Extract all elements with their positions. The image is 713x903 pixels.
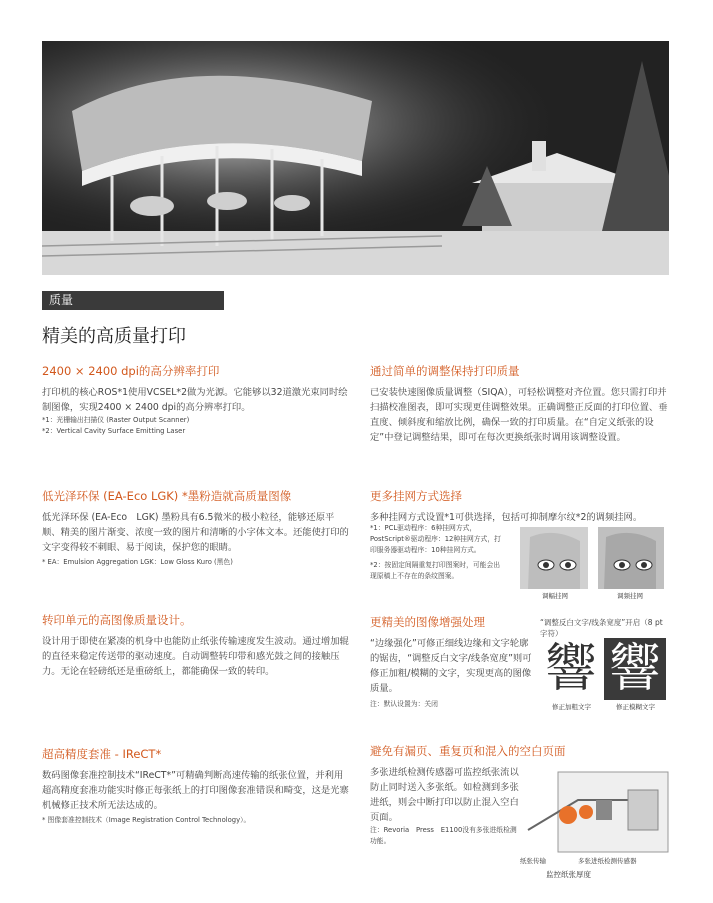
resolution-title: 2400 × 2400 dpi的高分辨率打印	[42, 364, 220, 378]
face-sample-icon	[520, 527, 588, 589]
siqa-body: 已安装快速图像质量调整（SIQA），可轻松调整对齐位置。您只需打印并扫描校准图表，即可实现更佳调整效果。正确调整正反面的打印位置、垂直度、倾斜度和缩放比例，确保一致的打印质量。在“自定义纸张的设定”中登记调整结果，即可在每次更换纸张时调用该调整设置。	[370, 387, 668, 443]
resolution-note-1: *1：光栅输出扫描仪 (Raster Output Scanner)	[42, 416, 190, 424]
edge-sample-label: “调整反白文字/线条宽度”开启（8 pt字符）	[540, 618, 663, 638]
edge-note: 注：默认设置为：关闭	[370, 700, 438, 708]
resolution-section	[42, 363, 350, 437]
screen-note-2: *2：按固定间隔重复打印图案时，可能会出现原稿上不存在的条纹图案。	[370, 561, 501, 580]
blank-title: 避免有漏页、重复页和混入的空白页面	[370, 744, 566, 758]
section-tag: 质量	[42, 291, 224, 310]
siqa-title: 通过简单的调整保持打印质量	[370, 364, 520, 378]
toner-title: 低光泽环保 (EA-Eco LGK) *墨粉造就高质量图像	[42, 489, 292, 503]
screen-title: 更多挂网方式选择	[370, 489, 462, 503]
screen-section	[370, 488, 670, 525]
edge-body: “边缘强化”可修正细线边缘和文字轮廓的锯齿，“调整反白文字/线条宽度”则可修正加粗/模糊的文字，实现更高的图像质量。	[370, 638, 532, 694]
hero-photo	[42, 41, 669, 275]
siqa-section	[370, 363, 670, 445]
reverse-glyph-sample: 響	[604, 638, 666, 700]
blank-body: 多张进纸检测传感器可监控纸张流以防止同时送入多张纸。如检测到多张进纸，则会中断打印以防止混入空白页面。	[370, 767, 519, 823]
feed-diagram	[518, 770, 670, 856]
fm-screen-sample	[598, 527, 664, 589]
fm-screen-caption: 调频挂网	[617, 592, 643, 600]
transfer-section	[42, 612, 350, 679]
edge-section	[370, 614, 532, 710]
edge-caption-1: 修正加粗文字	[552, 703, 591, 711]
irect-title: 超高精度套准 - IReCT*	[42, 747, 162, 761]
feed-caption: 纸张传输	[520, 857, 546, 865]
carousel-photo-illustration	[42, 41, 669, 275]
face-sample-icon	[598, 527, 664, 589]
transfer-body: 设计用于即使在紧凑的机身中也能防止纸张传输速度发生波动。通过增加辊的直径来稳定传送带的驱动速度。自动调整转印带和感光鼓之间的接触压力。无论在轻磅纸还是重磅纸上，都能确保一致的转印。	[42, 636, 349, 677]
thickness-caption: 监控纸张厚度	[546, 870, 591, 879]
resolution-body: 打印机的核心ROS*1使用VCSEL*2做为光源。它能够以32道激光束同时绘制图像，实现2400 × 2400 dpi的高分辨率打印。	[42, 387, 348, 413]
sensor-caption: 多张进纸检测传感器	[578, 857, 637, 865]
transfer-title: 转印单元的高图像质量设计。	[42, 613, 192, 627]
screen-notes	[370, 523, 504, 582]
edge-title: 更精美的图像增强处理	[370, 615, 485, 629]
edge-caption-2: 修正模糊文字	[616, 703, 655, 711]
thick-glyph-sample: 響	[540, 638, 602, 700]
toner-note: * EA：Emulsion Aggregation LGK：Low Gloss Kuro (黑色)	[42, 558, 233, 566]
irect-section	[42, 746, 350, 826]
irect-body: 数码图像套准控制技术“IReCT*”可精确判断高速传输的纸张位置，并利用超高精度套准功能实时修正每张纸上的打印图像套准错误和畸变，这是光寨机械修正技术所无法达成的。	[42, 770, 349, 811]
blank-section	[370, 743, 566, 847]
am-screen-caption: 调幅挂网	[542, 592, 568, 600]
blank-note: 注：Revoria Press E1100没有多张进纸检测功能。	[370, 826, 517, 845]
screen-note-1: *1：PCL驱动程序：6种挂网方式，PostScript®驱动程序：12种挂网方式，打印服务器驱动程序：10种挂网方式。	[370, 524, 501, 554]
paper-feed-diagram-icon	[518, 770, 670, 856]
page-title: 精美的高质量打印	[42, 326, 186, 347]
irect-note: * 图像套准控制技术（Image Registration Control Technology）。	[42, 816, 251, 824]
toner-section	[42, 488, 350, 568]
resolution-note-2: *2：Vertical Cavity Surface Emitting Laser	[42, 427, 186, 435]
am-screen-sample	[520, 527, 588, 589]
toner-body: 低光泽环保 (EA-Eco LGK) 墨粉具有6.5微米的极小粒径，能够还原平顺、精美的图片渐变、浓度一致的图片和清晰的小字体文本。还能使打印的文字变得较不刺眼、易于阅读，保护您的眼睛。	[42, 512, 349, 553]
screen-body: 多种挂网方式设置*1可供选择，包括可抑制摩尔纹*2的调频挂网。	[370, 512, 643, 523]
